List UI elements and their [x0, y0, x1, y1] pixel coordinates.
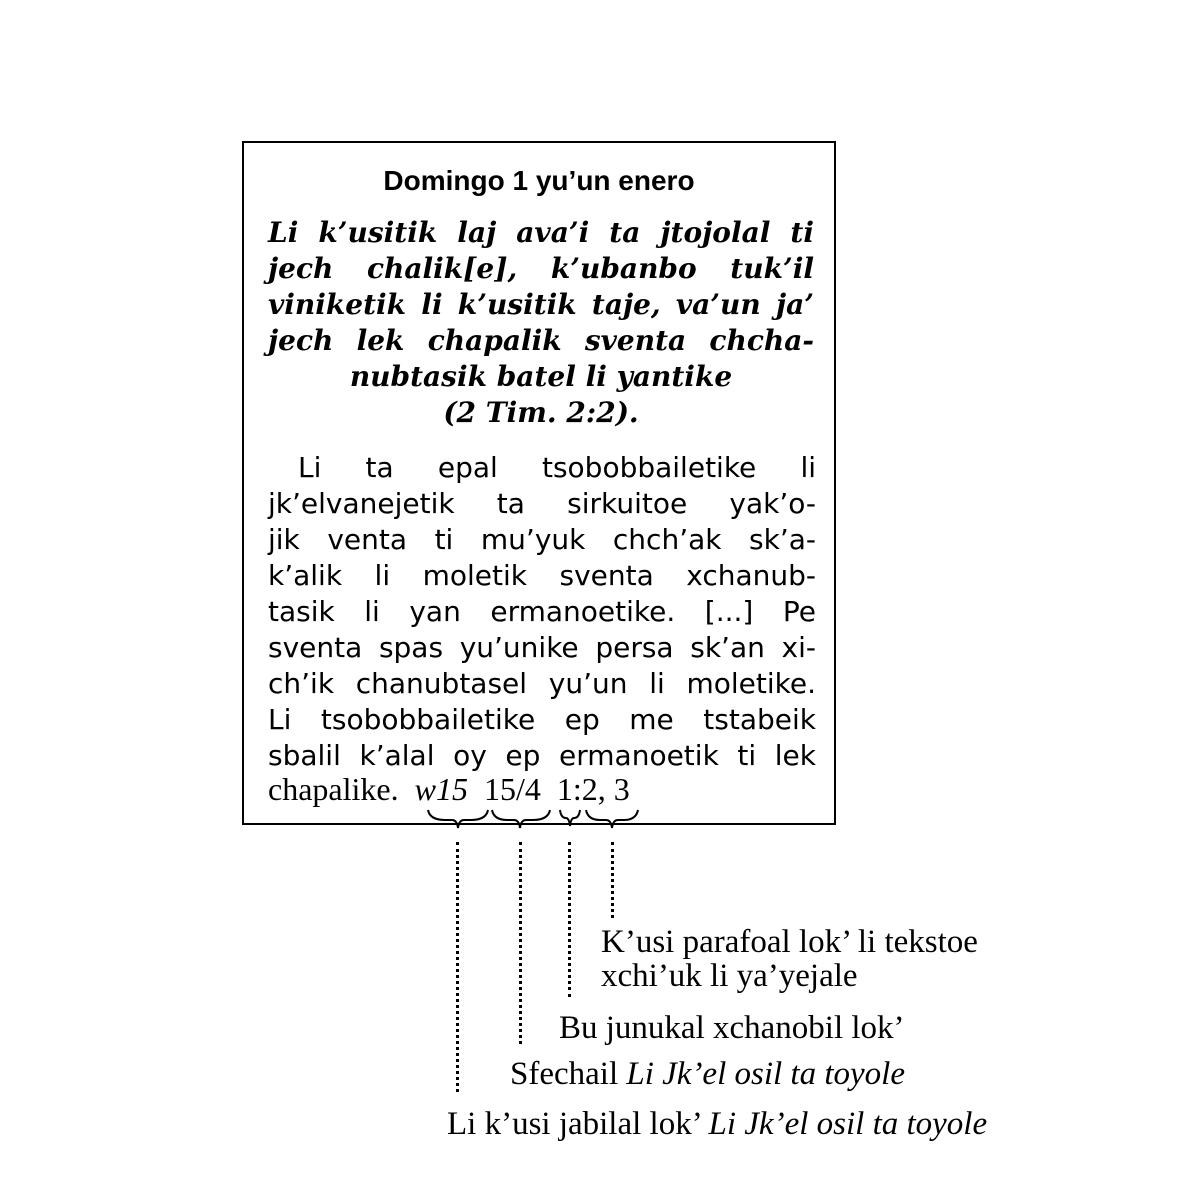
legend-paragraphs-line1: K’usi parafoal lok’ li tekstoe: [601, 924, 978, 960]
legend-publication-title: Li Jk’el osil ta toyole: [708, 1106, 988, 1142]
body-line-3: jik venta ti mu’yuk chch’ak sk’a-: [268, 523, 816, 556]
body-line-1: Li ta epal tsobobbailetike li: [298, 451, 816, 484]
body-line-5: tasik li yan ermanoetike. [...] Pe: [268, 595, 816, 628]
leader-page: [568, 842, 571, 997]
legend-publication-prefix: Li k’usi jabilal lok’: [447, 1106, 701, 1142]
verse-line-4: jech lek chapalik sventa chcha-: [268, 324, 814, 357]
brace-publication: [428, 810, 488, 828]
date-heading: Domingo 1 yu’un enero: [383, 165, 695, 196]
leader-paragraphs: [611, 842, 614, 918]
verse-line-1: Li k’usitik laj ava’i ta jtojolal ti: [268, 216, 814, 249]
body-line-7: ch’ik chanubtasel yu’un li moletike.: [268, 667, 816, 700]
legend-issue: [510, 1058, 905, 1091]
ref-page: 1:: [556, 771, 582, 807]
verse-line-5: nubtasik batel li yantike: [349, 360, 733, 393]
brace-issue: [492, 810, 550, 828]
ref-paragraphs: 2, 3: [581, 771, 630, 807]
ref-issue: 15/4: [483, 771, 541, 807]
body-line-4: k’alik li moletik sventa xchanub-: [268, 559, 816, 592]
verse-line-2: jech chalik[e], k’ubanbo tuk’il: [268, 252, 814, 285]
body-line-6: sventa spas yu’unike persa sk’an xi-: [268, 631, 816, 664]
legend-publication: [447, 1108, 987, 1141]
legend-issue-prefix: Sfechail: [510, 1056, 619, 1092]
body-line-8: Li tsobobbailetike ep me tstabeik: [268, 703, 816, 736]
brace-paragraphs: [586, 810, 638, 828]
body-last-line: chapalike.: [268, 771, 399, 807]
body-line-9: sbalil k’alal oy ep ermanoetik ti lek: [268, 739, 816, 772]
leader-issue: [519, 842, 522, 1044]
leader-publication: [456, 842, 459, 1092]
legend-page: Bu junukal xchanobil lok’: [559, 1010, 905, 1046]
legend-paragraphs-line2: xchi’uk li ya’yejale: [601, 958, 858, 994]
body-line-2: jk’elvanejetik ta sirkuitoe yak’o-: [268, 487, 816, 520]
brace-page: [560, 810, 580, 826]
verse-citation: (2 Tim. 2:2).: [443, 396, 639, 429]
legend-issue-title: Li Jk’el osil ta toyole: [626, 1056, 905, 1092]
verse-line-3: viniketik li k’usitik taje, va’un ja’: [268, 288, 814, 321]
ref-publication: w15: [414, 771, 468, 807]
